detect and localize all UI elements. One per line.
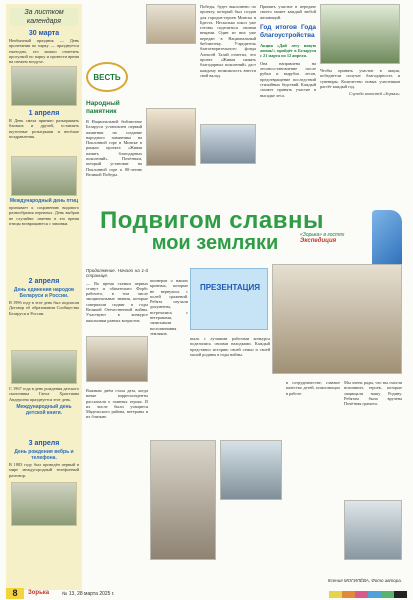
victory-text: Победы, будет выполнено по проекту, который был создан для городов-героев Минска и Бреста. Несколько школ уже готовы поделиться своими вещами. Один из них уже передан в Национальный библиотеку. Учредитель благотворительного фонда Алексей Талай отметил, что проект «Живая память благодарных поколений» даст каждому возможность внести свой вклад.	[200, 4, 256, 78]
entry-text: В 1883 году был проведён первый в мире междугородный телефонный разговор.	[9, 462, 79, 478]
article-text: Мы очень рады, что вы смогли вспомнить героев, которые защищали нашу Родину. Ребятам была вручена Почётная грамота.	[344, 380, 402, 407]
entry-text: призывает к сохранению видового разнообразия пернатых. День выбран не случайно: именно в это время птицы возвращаются с зимовки.	[9, 205, 79, 226]
article-text: Важным днём стала дата, когда юные корреспонденты рассказали о главных героях. В их числе были учащиеся Мядельского района, ветераны и их близкие.	[86, 388, 148, 420]
award-photo	[220, 440, 282, 500]
entry-text: В 1996 году в этот день был подписан Договор об образовании Сообщества Беларуси и России.	[9, 300, 79, 316]
library-photo	[200, 124, 256, 164]
article-col1b	[86, 388, 148, 420]
museum-headline: Народный памятник	[86, 100, 120, 115]
article-text: — Во время съемки первых станут и обязательно Форбс рабочего, в том числе эмоциональные знания, которые совершили подвиг в годы Великой Отечественной войны. Участвуют в конкурсе школьники разных возрастов.	[86, 280, 148, 323]
vow-text: Чтобы принять участие в акции, победители получат благодарность и сувениры. Количество новых участников растёт каждый год.	[320, 68, 400, 89]
museum-text: В Национальной библиотеке Беларуси установлен первый памятник на создание народного памятника на Поклонной горе в Минске в рамках проекта «Живая память благодарных поколений». Почётным, который установит на Поклонной горе к 80-летию Великой Победы.	[86, 119, 142, 177]
article-text: в сотрудничестве, главное качество детей, помогающих в работе.	[286, 380, 340, 396]
banner-subtitle: мои земляки	[151, 232, 279, 254]
project-article	[260, 4, 316, 98]
decor-fan	[372, 210, 402, 270]
article-col2	[150, 278, 188, 336]
article-author: Ксения МОГИЛЁВА, Фото автора.	[327, 578, 402, 583]
presentation-label: ПРЕЗЕНТАЦИЯ	[199, 283, 261, 292]
entry-head: Международный день птиц	[9, 198, 79, 204]
entry-date: 1 апреля	[28, 110, 60, 117]
andersen-photo	[11, 350, 77, 384]
page-number: 8	[6, 588, 24, 599]
exhibition-photo	[146, 108, 196, 166]
article-col4b	[344, 380, 402, 406]
calendar-entry	[6, 440, 82, 528]
calendar-entry	[6, 348, 82, 416]
calendar-column	[6, 4, 82, 590]
museum-article	[86, 100, 142, 177]
birds-photo	[11, 156, 77, 196]
entry-text: С 1967 года в день рождения датского сказочника Ганса Христиана Андерсена празднуется этот день.	[9, 386, 79, 402]
entry-date: 3 апреля	[28, 440, 60, 447]
calendar-photo	[11, 66, 77, 106]
entry-date: 2 апреля	[28, 278, 60, 285]
calendar-entry	[6, 30, 82, 108]
entry-text: В День смеха принято разыгрывать близких и друзей, оставлять шуточные розыгрыши и весёлые поздравления.	[9, 118, 79, 139]
banner-tag	[300, 232, 372, 244]
monument-photo	[146, 4, 196, 44]
entry-date: 30 марта	[28, 30, 60, 37]
victory-article	[200, 4, 256, 78]
article-text: пионеров о наших кровных, которые не вернулись с полей сражений. Ребята изучали документы, встречались с ветеранами, записывали воспоминания земляков.	[150, 278, 188, 336]
forest-photo	[320, 4, 400, 64]
vow-source: Служба новостей «Зорьки»	[348, 91, 400, 97]
certificate-photo	[344, 500, 402, 560]
appeal-text: Принять участие в передаче своего может каждый любой желающий.	[260, 4, 316, 20]
students-photo	[272, 264, 402, 374]
entry-head: День единения народов Беларуси и России.	[13, 287, 75, 299]
project-text: Она направлена на лесовосстановление после рубки и вырубок лесов, предотвращение последствий стихийных бедствий. Каждый сможет принять участие в высадке леса.	[260, 60, 316, 98]
project-highlight: Акция «Дай лесу новую жизнь!» пройдёт в Беларуси с 21 марта по 12 апреля.	[260, 42, 316, 59]
vow-article	[320, 68, 400, 96]
tag-prefix: «Зорька» в гостях	[300, 232, 345, 238]
article-text: шаль с лучшими работами конкурса поделились своими находками. Каждый представил историю своей семьи и своей малой родины в годы войны.	[190, 336, 270, 357]
class-photo	[86, 336, 148, 382]
footer-issue: № 13, 28 марта 2025 г.	[62, 591, 115, 597]
footer	[6, 588, 407, 600]
entry-head: Международный день детской книги.	[16, 403, 72, 416]
article-lead: Продолжение. Начало на 1-й странице.	[86, 268, 148, 279]
calendar-entry	[6, 154, 82, 226]
tag-rubric: Экспедиция	[300, 238, 337, 244]
entry-head: День рождения вебрь и телефона.	[14, 449, 74, 461]
calendar-entry	[6, 278, 82, 316]
article-col1	[86, 268, 148, 323]
project-headline: Год итогов Года благоустройства	[260, 23, 316, 39]
calendar-entry	[6, 110, 82, 139]
footer-logo: Зорька	[28, 590, 50, 596]
article-col4	[286, 380, 340, 396]
telephone-photo	[11, 482, 77, 526]
print-color-bar	[329, 591, 407, 598]
girl-photo	[150, 440, 216, 560]
calendar-rubric: За листком календаря	[10, 8, 78, 26]
article-col3	[190, 336, 270, 357]
banner-title: Подвигом славны	[100, 207, 324, 234]
entry-text: Необычный праздник — День пролетания по парку — празднуется ежегодно, его можно отметить прогулкой по парку и провести время на свежем воздухе.	[9, 38, 79, 65]
presentation-photo	[190, 268, 268, 330]
vest-logo: ВЕСТЬ	[86, 62, 128, 92]
